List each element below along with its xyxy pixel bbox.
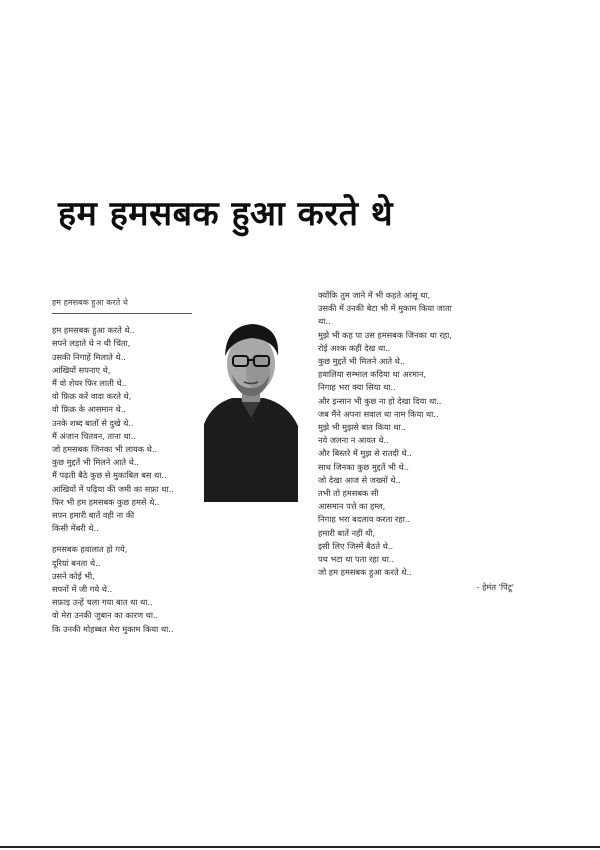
poem-line: जो देखा आज से जख्मों थे.. <box>318 474 401 485</box>
poem-line: कि उनकी मोहब्बत मेरा मुकाम किया था.. <box>52 623 174 634</box>
poem-line: और इन्सान भी कुछ ना हो देखा दिया था.. <box>318 395 442 406</box>
poem-line: मैं अंजान चितवन, ताना था.. <box>52 430 136 441</box>
poem-line: हमसबक हवालात हो गये, <box>52 544 128 555</box>
poem-line: नये जलना न आयत थे.. <box>318 435 389 446</box>
poem-line: वो फ़िक्र के आसमान थे.. <box>52 404 126 415</box>
poem-line: हवालिया सम्भाल कदिया था अरमान, <box>318 369 427 380</box>
poem-line: हम हमसबक हुआ करते थे.. <box>52 325 135 336</box>
poem-line: और बिस्तरे में मुझ से रातदी थे.. <box>318 448 412 459</box>
poem-line: था.. <box>318 316 331 327</box>
poem-line: रोई अश्क कहीं देख था.. <box>318 342 391 353</box>
poem-line: कुछ मुद्दतें भी मिलने आते थे.. <box>52 457 140 468</box>
poem-line: मुझे भी कह पा उस हमसबक जिनका था रहा, <box>318 329 452 340</box>
poem-line: दूरियां बनता थे.. <box>52 557 101 568</box>
poem-line: उसकी निगाहें मिलाते थे.. <box>52 351 126 362</box>
author-portrait-photo <box>202 306 300 502</box>
poem-line: सपने लड़ाते थे न थी चिंता, <box>52 338 131 349</box>
poem-line: उसने कोई भी, <box>52 570 95 581</box>
right-column-lines <box>318 289 538 579</box>
bottom-border <box>0 846 600 848</box>
poem-line: आंखियों में पढ़िया की जमी का सफ़ा था.. <box>52 483 174 494</box>
stanza-2 <box>52 543 288 635</box>
poem-line: फिर भी हम हमसबक कुछ हमसे थे.. <box>52 496 160 507</box>
subheading-divider <box>52 313 192 314</box>
stanza-gap <box>52 535 288 543</box>
poem-line: मुझे भी मुझसे बात किया था.. <box>318 422 406 433</box>
poem-line: जब मैंने अपना सवाल था नाम किया था.. <box>318 408 439 419</box>
poem-line: वो मेरा उनकी जुबान का कारण था.. <box>52 610 159 621</box>
poem-line: उनके शब्द बातों से दुखे थे.. <box>52 417 134 428</box>
poem-line: निगाह भरा क्या सिया था.. <box>318 382 396 393</box>
poem-line: सपन हमारी बातें वही ना की <box>52 510 135 521</box>
poem-line: मैं पढ़ती बैठे कुछ से मुकाबिल बस था.. <box>52 470 167 481</box>
poem-line: सफ़ाइ उन्हें चला गया बात था था.. <box>52 597 153 608</box>
poem-line: निगाह भरा बदलाव करता रहा.. <box>318 514 411 525</box>
poem-line: जो हम हमसबक हुआ करते थे.. <box>318 567 412 578</box>
poem-line: इसी लिए जिस्में बैठते थे.. <box>318 540 394 551</box>
poem-line: आसमान पत्ते का हम्ल, <box>318 501 386 512</box>
poem-line: क्योंकि तुम जाने में भी कहते आंसू था, <box>318 290 431 300</box>
poem-line: कुछ मुद्दतें भी मिलने आते थे.. <box>318 356 406 367</box>
right-column <box>318 289 538 595</box>
article-title: हम हमसबक हुआ करते थे <box>58 194 394 234</box>
poem-line: सपनों में जी गये थे.. <box>52 584 113 595</box>
poem-line: मैं वो शेयर फिर लाती थे.. <box>52 378 127 389</box>
poem-line: किसी मेंबरी थे.. <box>52 523 99 534</box>
poem-line: साथ जिनका कुछ मुद्दतें भी थे.. <box>318 461 409 472</box>
poem-line: आंखियों सपनाए थे, <box>52 364 111 375</box>
poem-line: हमारी बातें नहीं थी, <box>318 527 376 538</box>
poem-line: पथ भटा था पता रहा था.. <box>318 554 395 565</box>
poem-line: उसकी में उनकी बेटा भी में मुकाम किया जाता <box>318 303 452 314</box>
poem-line: तभी तो हमसबक सी <box>318 488 379 499</box>
article-subheading: हम हमसबक हुआ करते थे <box>52 298 128 307</box>
author-signature: - हेमंत 'पिंटू' <box>476 582 514 593</box>
poem-line: जो हमसबक जिनका भी लायक थे.. <box>52 444 158 455</box>
poem-line: वो फ़िक्र करें वादा करते थे, <box>52 391 132 402</box>
